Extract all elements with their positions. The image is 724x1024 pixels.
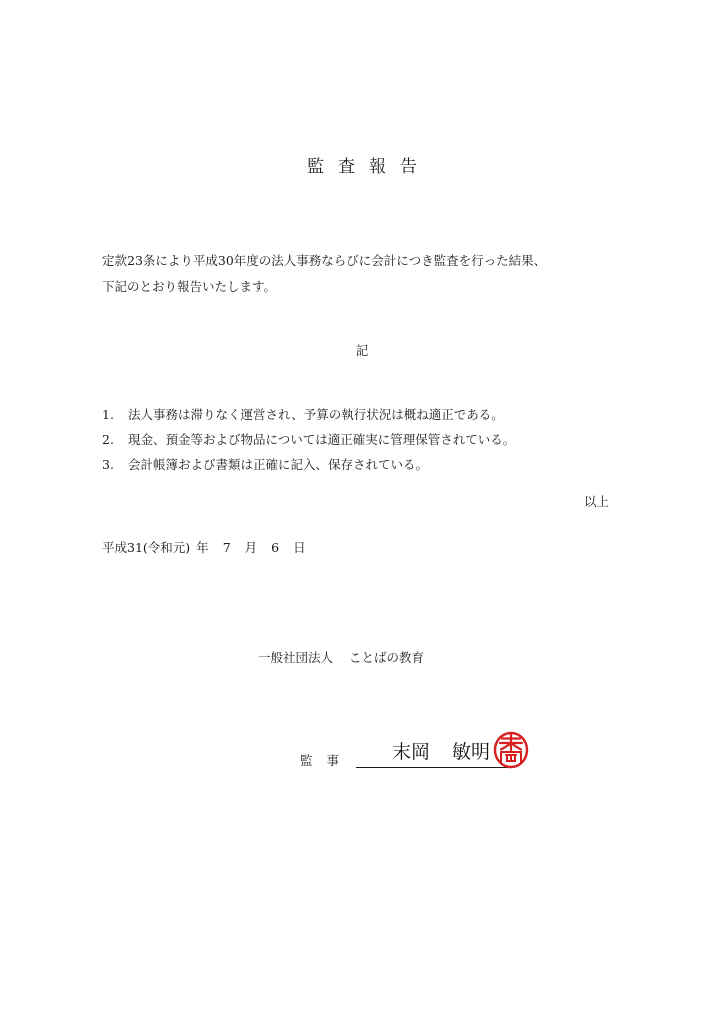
list-item [102,452,515,477]
date-month: 7 [222,540,231,555]
report-items [102,402,515,477]
auditor-given-name: 敏明 [452,742,491,763]
item-number: 2. [102,432,114,447]
organization-name: ことばの教育 [349,650,425,665]
report-date [102,538,306,556]
auditor-signature [392,737,490,764]
list-item [102,402,515,427]
item-number: 3. [102,457,114,472]
item-text: 会計帳簿および書類は正確に記入、保存されている。 [128,457,429,472]
list-item [102,427,515,452]
auditor-surname: 末岡 [392,742,431,763]
intro-line: 定款23条により平成30年度の法人事務ならびに会計につき監査を行った結果、 [102,253,547,268]
item-text: 法人事務は滞りなく運営され、予算の執行状況は概ね適正である。 [128,407,504,422]
date-day-unit: 日 [293,540,306,555]
organization [258,648,424,666]
intro-line: 下記のとおり報告いたします。 [102,279,277,294]
auditor-label: 監事 [300,753,354,768]
date-day: 6 [271,540,280,555]
item-number: 1. [102,407,114,422]
seal-stamp [493,731,529,769]
document-title: 監査報告 [307,157,431,177]
date-year-unit: 年 [196,540,209,555]
item-text: 現金、預金等および物品については適正確実に管理保管されている。 [128,432,516,447]
date-era: 平成31(令和元) [102,540,191,555]
signature-line [356,767,508,768]
seal-char-top [500,735,522,750]
date-month-unit: 月 [244,540,258,555]
intro-paragraph [102,248,546,300]
organization-type: 一般社団法人 [258,650,334,665]
closing-mark: 以上 [584,494,610,509]
seal-char-bottom [501,752,521,763]
ki-heading: 記 [355,343,369,358]
